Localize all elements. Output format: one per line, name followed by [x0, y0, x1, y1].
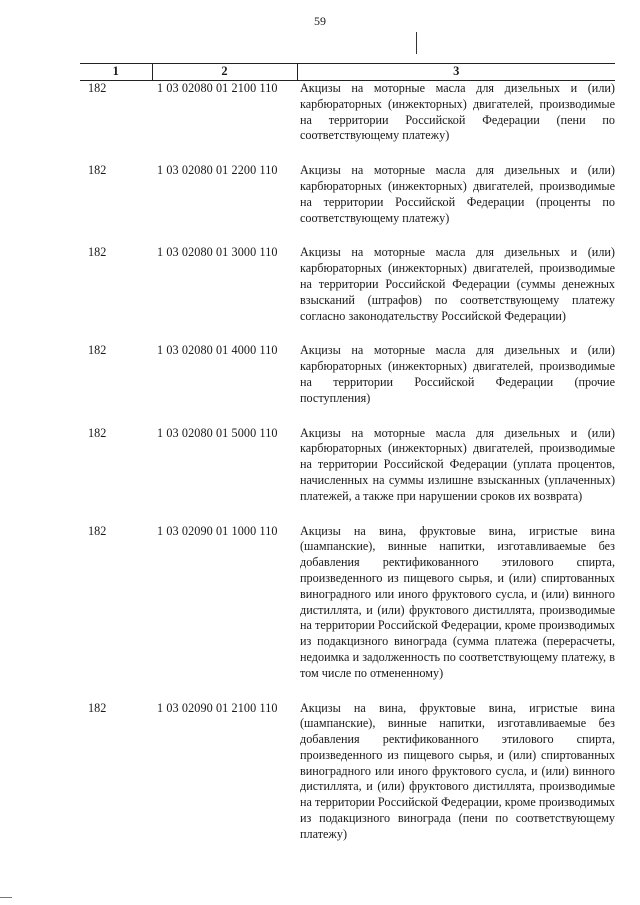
- table-row: [80, 524, 615, 701]
- admin-code: 182: [88, 163, 107, 178]
- table-header: [80, 64, 615, 81]
- header-col-3: 3: [297, 64, 615, 81]
- margin-mark: [416, 32, 417, 54]
- header-col-1: 1: [80, 64, 152, 81]
- revenue-description: Акцизы на моторные масла для дизельных и (или) карбюраторных (инжекторных) двигателей, производимые на территории Российской Федерации (уплата процентов, начисленных на суммы излишне взысканных (уплаченных) платежей, а также при нарушении сроков их возврата): [300, 425, 615, 503]
- table-row: [80, 81, 615, 164]
- budget-code-table: [80, 63, 615, 862]
- table-row: [80, 343, 615, 425]
- revenue-description: Акцизы на вина, фруктовые вина, игристые вина (шампанские), винные напитки, изготавливаемые без добавления ректификованного этилового спирта, произведенного из пищевого сырья, и (или) спиртованных виноградного или иного фруктового сусла, и (или) винного дистиллята, и (или) фруктового дистиллята, производимые на территории Российской Федерации, кроме производимых из подакцизного винограда (сумма платежа (перерасчеты, недоимка и задолженность по соответствующему платежу, в том числе по отмененному): [300, 523, 615, 680]
- budget-classification-code: 1 03 02080 01 3000 110: [157, 245, 278, 260]
- revenue-description: Акцизы на моторные масла для дизельных и (или) карбюраторных (инжекторных) двигателей, производимые на территории Российской Федерации (суммы денежных взысканий (штрафов) по соответствующему платежу согласно законодательству Российской Федерации): [300, 245, 615, 323]
- admin-code: 182: [88, 700, 107, 715]
- budget-classification-code: 1 03 02090 01 2100 110: [157, 700, 278, 715]
- budget-classification-code: 1 03 02090 01 1000 110: [157, 523, 278, 538]
- header-col-2: 2: [152, 64, 297, 81]
- revenue-description: Акцизы на вина, фруктовые вина, игристые вина (шампанские), винные напитки, изготавливаемые без добавления ректификованного этилового спирта, произведенного из пищевого сырья, и (или) спиртованных виноградного или иного фруктового сусла, и (или) винного дистиллята, и (или) фруктового дистиллята, производимые на территории Российской Федерации, кроме производимых из подакцизного винограда (пени по соответствующему платежу): [300, 700, 615, 841]
- admin-code: 182: [88, 425, 107, 440]
- table-row: [80, 245, 615, 343]
- budget-classification-code: 1 03 02080 01 4000 110: [157, 343, 278, 358]
- revenue-description: Акцизы на моторные масла для дизельных и (или) карбюраторных (инжекторных) двигателей, производимые на территории Российской Федерации (проценты по соответствующему платежу): [300, 163, 615, 225]
- table-row: [80, 163, 615, 245]
- table-row: [80, 426, 615, 524]
- table-body: [80, 81, 615, 862]
- budget-classification-code: 1 03 02080 01 2100 110: [157, 81, 278, 95]
- budget-classification-code: 1 03 02080 01 2200 110: [157, 163, 278, 178]
- page-number: 59: [314, 14, 326, 28]
- revenue-description: Акцизы на моторные масла для дизельных и (или) карбюраторных (инжекторных) двигателей, производимые на территории Российской Федерации (пени по соответствующему платежу): [300, 81, 615, 143]
- revenue-description: Акцизы на моторные масла для дизельных и (или) карбюраторных (инжекторных) двигателей, производимые на территории Российской Федерации (прочие поступления): [300, 343, 615, 405]
- admin-code: 182: [88, 343, 107, 358]
- admin-code: 182: [88, 245, 107, 260]
- admin-code: 182: [88, 523, 107, 538]
- budget-classification-code: 1 03 02080 01 5000 110: [157, 425, 278, 440]
- admin-code: 182: [88, 81, 107, 95]
- table-row: [80, 701, 615, 862]
- scan-edge-mark: [0, 897, 12, 898]
